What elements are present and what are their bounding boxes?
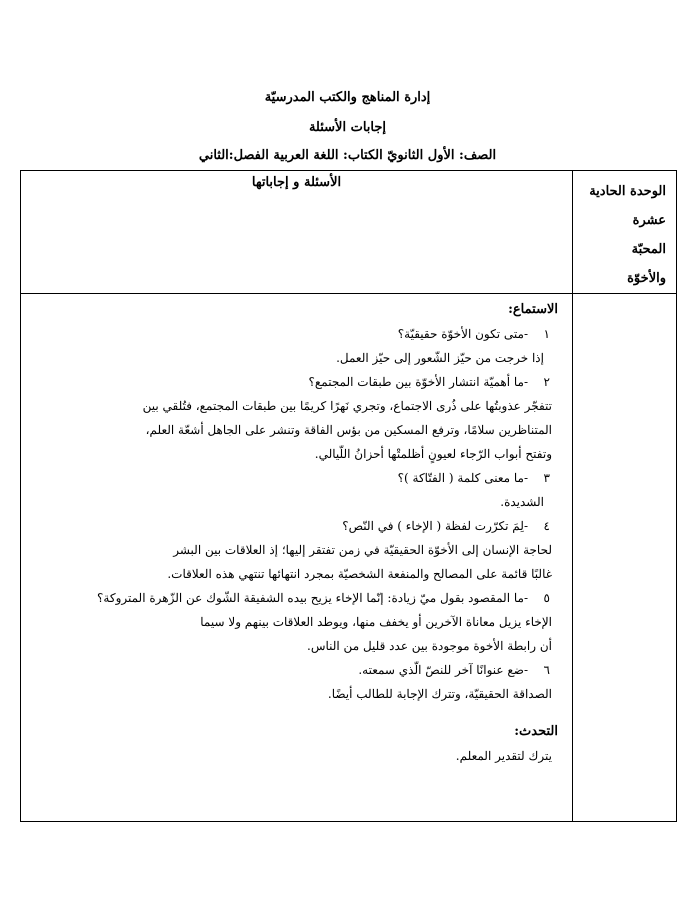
unit-empty-cell — [573, 294, 677, 822]
question-number: ٢ — [543, 375, 550, 389]
header-directorate: إدارة المناهج والكتب المدرسيّة — [264, 90, 431, 105]
table-content-row — [21, 294, 677, 822]
unit-line: المحبّة — [631, 242, 666, 257]
answer-line: وتفتح أبواب الرّجاء لعيونٍ أظلمتْها أحزانُ اللّيالي. — [314, 447, 552, 461]
question-number: ١ — [543, 327, 550, 341]
unit-line: الوحدة الحادية — [589, 184, 666, 199]
question-text: -لِمَ تكرّرت لفظة ( الإخاء ) في النّص؟ — [342, 519, 528, 533]
header-subtitle: إجابات الأسئلة — [308, 120, 387, 135]
question-number: ٤ — [543, 519, 550, 533]
speaking-answer: يترك لتقدير المعلم. — [455, 749, 552, 763]
header-class-book-term: الصف: الأول الثانويّ الكتاب: اللغة العربية الفصل:الثاني — [198, 148, 497, 163]
content-cell — [21, 294, 573, 822]
question-item — [31, 658, 558, 682]
table-header-row — [21, 171, 677, 294]
questions-header-cell — [21, 171, 573, 294]
speaking-title: التحدث: — [514, 724, 558, 739]
question-text: -متى تكون الأخوّة حقيقيّة؟ — [397, 327, 528, 341]
unit-line: عشرة — [632, 213, 666, 228]
question-text: -ما معنى كلمة ( الفتّاكة )؟ — [397, 471, 528, 485]
question-text: -ضع عنوانًا آخر للنصّ الّذي سمعته. — [358, 663, 528, 677]
answer-line: لحاجة الإنسان إلى الأخوّة الحقيقيّة في زمن تفتقر إليها؛ إذ العلاقات بين البشر — [173, 543, 552, 557]
listening-title: الاستماع: — [508, 302, 558, 317]
unit-cell — [573, 171, 677, 294]
answer-line: إذا خرجت من حيّز الشّعور إلى حيّز العمل. — [336, 351, 544, 365]
question-item — [31, 466, 558, 490]
question-text: -ما المقصود بقول ميّ زيادة: إنّما الإخاء يزيح بيده الشفيقة الشّوك عن الزّهرة المتروكة؟ — [97, 591, 528, 605]
question-item — [31, 322, 558, 346]
answer-line: غالبًا قائمة على المصالح والمنفعة الشخصيّة بمجرد انتهائها تنتهي هذه العلاقات. — [167, 567, 552, 581]
answer-line: الإخاء يزيل معاناة الآخرين أو يخفف منها، ويوطد العلاقات بينهم ولا سيما — [200, 615, 552, 629]
answer-line: أن رابطة الأخوة موجودة بين عدد قليل من الناس. — [307, 639, 552, 653]
unit-line: والأخوّة — [627, 271, 666, 286]
question-item — [31, 514, 558, 538]
answer-line: تتفجّر عذوبتُها على ذُرى الاجتماع، وتجري نَهرًا كريمًا بين طبقات المجتمع، فتُلقي بين — [142, 399, 552, 413]
question-number: ٦ — [543, 663, 550, 677]
answer-line: الشديدة. — [500, 495, 544, 509]
answer-line: المتناظرين سلامًا، وترفع المسكين من بؤس الفاقة وتنشر على الجاهل أشعّة العلم، — [145, 423, 552, 437]
question-item — [31, 370, 558, 394]
question-item — [31, 586, 558, 610]
question-number: ٣ — [543, 471, 550, 485]
answers-table — [20, 170, 677, 822]
question-text: -ما أهميّة انتشار الأخوّة بين طبقات المجتمع؟ — [308, 375, 528, 389]
answer-line: الصداقة الحقيقيّة، وتترك الإجابة للطالب أيضًا. — [327, 687, 552, 701]
question-number: ٥ — [543, 591, 550, 605]
questions-header: الأسئلة و إجاباتها — [251, 175, 342, 190]
